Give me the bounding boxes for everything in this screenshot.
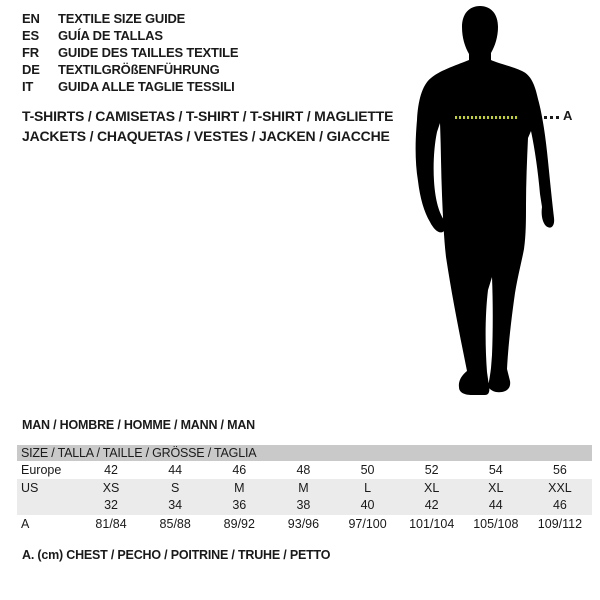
us-size-band	[17, 479, 592, 515]
size-cell: 46	[232, 463, 247, 477]
size-cell: 85/88	[159, 517, 191, 531]
size-cell: XL	[488, 481, 504, 495]
size-cell: 109/112	[537, 517, 583, 531]
size-cell: 44	[488, 498, 503, 512]
size-cell: L	[364, 481, 372, 495]
size-cell: 46	[552, 498, 567, 512]
chest-measure-dash-line	[455, 116, 517, 119]
size-cell: 38	[296, 498, 311, 512]
size-cell: 42	[424, 498, 439, 512]
language-title: GUÍA DE TALLAS	[58, 28, 163, 43]
size-cell: 93/96	[287, 517, 320, 531]
size-cell: 44	[168, 463, 183, 477]
language-code: FR	[22, 45, 39, 60]
size-cell: XL	[424, 481, 440, 495]
size-cell: 34	[168, 498, 183, 512]
size-cell: XXL	[548, 481, 572, 495]
size-cell: 56	[552, 463, 567, 477]
size-cell: 101/104	[409, 517, 455, 531]
row-label	[17, 497, 79, 514]
measurement-footnote: A. (cm) CHEST / PECHO / POITRINE / TRUHE / PETTO	[22, 548, 331, 562]
size-cell: 97/100	[348, 517, 387, 531]
size-cell: 54	[488, 463, 503, 477]
size-cell: 36	[232, 498, 247, 512]
size-cell: 105/108	[473, 517, 519, 531]
table-row-chest-cm	[17, 515, 592, 533]
language-title: GUIDA ALLE TAGLIE TESSILI	[58, 79, 235, 94]
language-title: GUIDE DES TAILLES TEXTILE	[58, 45, 239, 60]
category-line-jackets: JACKETS / CHAQUETAS / VESTES / JACKEN / GIACCHE	[22, 128, 390, 144]
size-cell: 40	[360, 498, 375, 512]
size-cell: XS	[102, 481, 120, 495]
size-cell: 81/84	[95, 517, 127, 531]
size-cell: S	[171, 481, 180, 495]
language-code: EN	[22, 11, 40, 26]
size-cell: 89/92	[223, 517, 255, 531]
gender-heading: MAN / HOMBRE / HOMME / MANN / MAN	[22, 418, 255, 432]
size-cell: M	[298, 481, 309, 495]
size-cell: M	[234, 481, 245, 495]
table-row-us-numbers	[17, 497, 592, 514]
measure-extension-dash-line	[544, 116, 561, 119]
size-table	[17, 445, 592, 533]
table-row-europe	[17, 461, 592, 479]
row-label: US	[21, 481, 39, 495]
size-cell: 32	[104, 498, 119, 512]
measure-label-a: A	[563, 108, 573, 123]
language-title: TEXTILGRÖßENFÜHRUNG	[58, 62, 220, 77]
language-code: ES	[22, 28, 39, 43]
size-table-header: SIZE / TALLA / TAILLE / GRÖSSE / TAGLIA	[17, 445, 592, 461]
table-row-us-letters	[17, 480, 592, 497]
size-cell: 42	[104, 463, 119, 477]
language-title: TEXTILE SIZE GUIDE	[58, 11, 186, 26]
size-cell: 48	[296, 463, 311, 477]
category-line-tshirts: T-SHIRTS / CAMISETAS / T-SHIRT / T-SHIRT / MAGLIETTE	[22, 108, 394, 124]
language-code: IT	[22, 79, 34, 94]
man-silhouette-graphic	[405, 5, 565, 400]
language-code: DE	[22, 62, 40, 77]
size-cell: 50	[360, 463, 375, 477]
row-label: A	[21, 517, 30, 531]
size-cell: 52	[424, 463, 439, 477]
row-label: Europe	[21, 463, 62, 477]
